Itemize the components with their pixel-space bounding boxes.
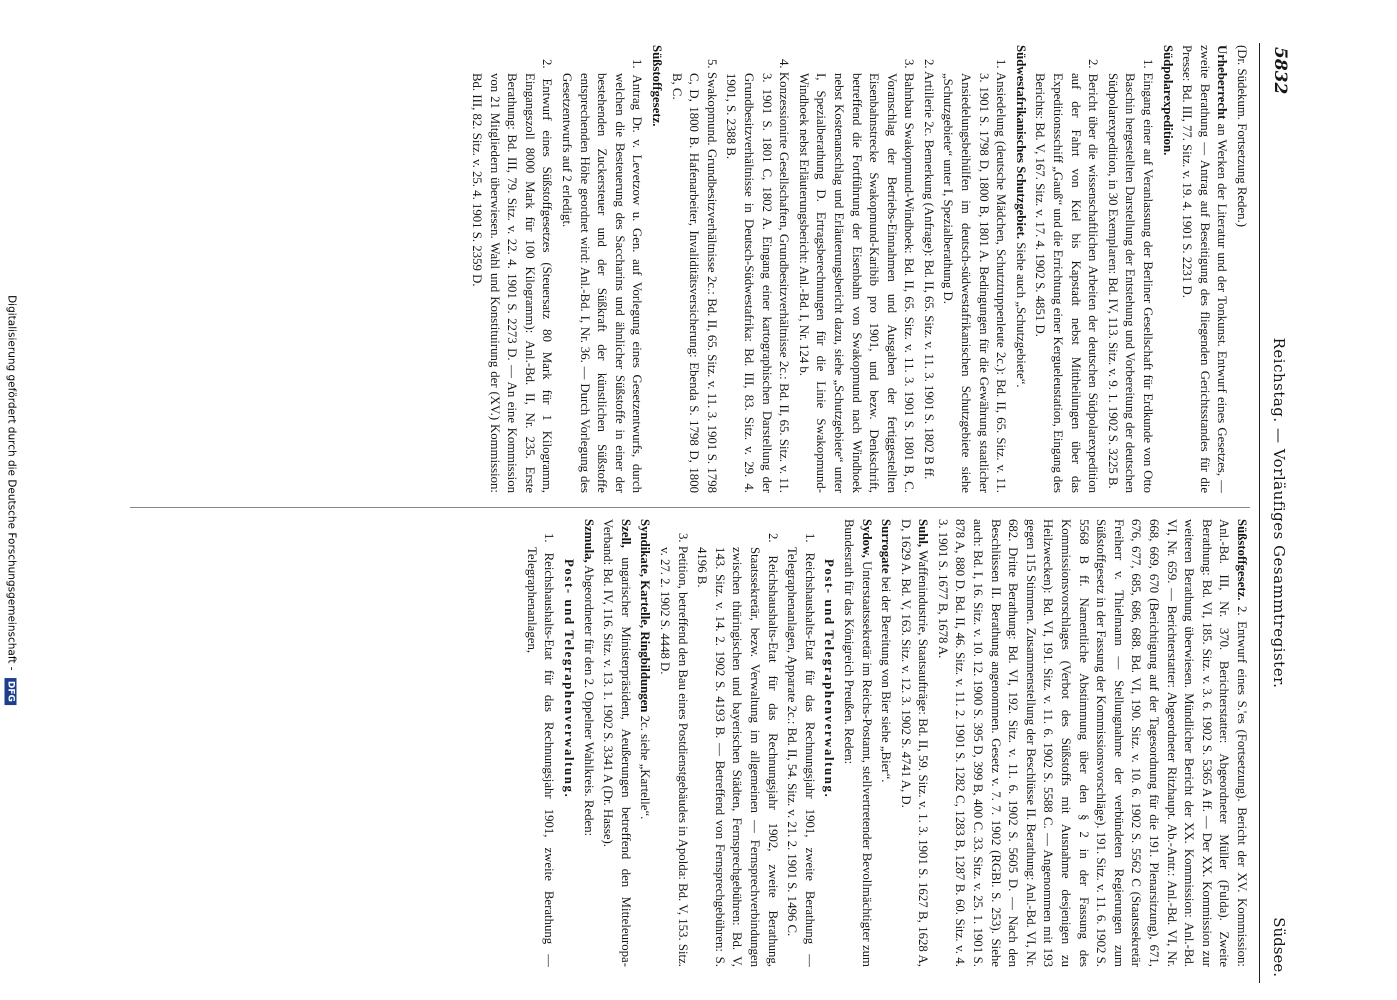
- subsection-heading: Post- und Telegraphenverwaltung.: [822, 559, 837, 799]
- entry-keyword: Urheberrecht: [1215, 45, 1230, 120]
- dfg-logo: DFG: [5, 678, 17, 705]
- entry-text: Unterstaatssekretär im Reichs-Postamt, stellvertretender Bevollmächtigter zum Bundesrath für das Königreich Preußen. Reden:: [841, 519, 874, 967]
- index-entry: [636, 519, 654, 967]
- index-entry: [877, 519, 895, 967]
- entry-text: ungarischer Ministerpräsident, Aeußerungen betreffend den Mitteleuropa-Verband: Bd. IV, 116. Sitz. v. 13. 1. 1902 S. 3341 A (Dr. Hasse).: [601, 519, 633, 967]
- left-column: [130, 45, 1250, 493]
- entry-text: bei der Bereitung von Bier siehe „Bier“.: [879, 573, 894, 783]
- section-heading: Südpolarexpedition.: [1160, 45, 1175, 156]
- numbered-subentry: 3. Petition, betreffend den Bau eines Postdienstgebäudes in Apolda: Bd. V, 153. Sitz. v. 27. 2. 1902 S. 4448 D.: [658, 533, 690, 967]
- entry-text: Waffenindustrie, Staatsaufträge: Bd. II, 59. Sitz. v. 1. 3. 1901 S. 1627 B, 1628 A, D, 1629 A. Bd. V, 163. Sitz. v. 12. 3. 1902 S. 4741 A, D.: [898, 519, 931, 967]
- numbered-subentry: 1. Antrag Dr. v. Levetzow u. Gen. auf Vorlegung eines Gesetzentwurfs, durch welchen die Besteuerung des Saccharins und ähnlicher Süßstoffe in einer der bestehenden Zuckersteuer und der Süßkraft der künstlichen Süßstoffe entsprechenden Höhe geordnet wird: Anl.-Bd. I, Nr. 36. — Durch Vorlegung des Gesetzentwurfs auf 2 erledigt.: [560, 59, 645, 493]
- section-catchword: Südsee.: [1270, 917, 1288, 977]
- entry-keyword: Szmula,: [581, 519, 596, 563]
- numbered-subentry: 4. Konzessionirte Gesellschaften, Grundbesitzverhältnisse 2c.: Bd. II, 65. Sitz. v. 11. 3. 1901 S. 1801 C, 1802 A. Eingang einer kartographischen Darstellung der Grundbesitzverhältnisse in Deutsch-Südwestafrika: Bd. III, 83. Sitz. v. 29. 4. 1901, S. 2388 B.: [724, 59, 792, 493]
- entry-keyword: Surrogate: [879, 519, 894, 574]
- entry-keyword: Syndikate, Kartelle, Ringbildungen: [638, 519, 653, 713]
- entry-keyword: Süßstoffgesetz.: [1235, 519, 1249, 601]
- numbered-subentry: 2. Artillerie 2c. Bemerkung (Anfrage): Bd. II, 65. Sitz. v. 11. 3. 1901 S. 1802 B ff.: [921, 59, 936, 480]
- entry-text: Abgeordneter für den 2. Oppelner Wahlkreis. Reden:: [581, 562, 596, 837]
- page-number: 5832: [1270, 47, 1290, 95]
- entry-keyword: Südwestafrikanisches Schutzgebiet.: [1013, 45, 1028, 240]
- index-entry: [839, 519, 874, 967]
- entry-text: Siehe auch „Schutzgebiete“.: [1013, 239, 1028, 388]
- numbered-subentry: 1. Reichshaushalts-Etat für das Rechnungsjahr 1901, zweite Berathung — Telegraphenanlagen,: [524, 533, 557, 967]
- entry-keyword: Suhl,: [916, 519, 931, 548]
- numbered-subentry: 5. Swakopmund. Grundbesitzverhältnisse 2c.: Bd. II, 65. Sitz. v. 11. 3. 1901 S. 1798 C, D, 1800 B. Hafenarbeiter, Invaliditätsversicherung: Ebenda S. 1798 D, 1800 B, C.: [669, 59, 719, 493]
- numbered-subentry: 2. Entwurf eines Süßstoffgesetzes (Steuersatz 80 Mark für 1 Kilogramm, Eingangszoll 8000 Mark für 100 Kilogramm): Anl.-Bd. II, Nr. 235. Erste Berathung: Bd. III, 79. Sitz. v. 22. 4. 1901 S. 2273 D. — An eine Kommission von 21 Mitgliedern überwiesen. Wahl und Konstituirung der (XV.) Kommission: Bd. III, 82. Sitz. v. 25. 4. 1901 S. 2359 D.: [470, 59, 555, 493]
- right-column: [130, 519, 1250, 967]
- numbered-subentry: 1. Reichshaushalts-Etat für das Rechnungsjahr 1901, zweite Berathung — Telegraphenanlagen, Apparate 2c.: Bd. II, 54. Sitz. v. 21. 2. 1901 S. 1496 C.: [785, 533, 817, 967]
- entry-text: 2c. siehe „Kartelle“.: [638, 712, 653, 820]
- numbered-subentry: 3. Bahnbau Swakopmund-Windhoek: Bd. II, 65. Sitz. v. 11. 3. 1901 S. 1801 B, C. Voranschlag der Betriebs-Einnahmen und Ausgaben der fertiggestellten Eisenbahnstrecke Swakopmund-Karibib pro 1901, und bezw. Denkschrift, betreffend die Fortführung der Eisenbahn von Swakopmund nach Windhoek nebst Kostenanschlag und Erläuterungsbericht dazu, siehe „Schutzgebiete“ unter I, Spezialberathung D. Ertragsberechnungen für die Linie Swakopmund-Windhoek nebst Erläuterungsbericht: Anl.-Bd. I, Nr. 124 b.: [796, 59, 917, 493]
- index-entry: [1178, 45, 1231, 493]
- index-entry: [579, 519, 597, 967]
- entry-text: an Werken der Literatur und der Tonkunst. Entwurf eines Gesetzes, — zweite Berathung — Antrag auf Beseitigung des fliegenden Gerichtsstandes für die Presse: Bd. III, 77. Sitz. v. 19. 4. 1901 S. 2231 D.: [1180, 45, 1230, 493]
- entry-keyword: Sydow,: [859, 519, 874, 558]
- column-divider: [130, 507, 1250, 508]
- index-entry: [933, 519, 1250, 967]
- numbered-subentry: 2. Bericht über die wissenschaftlichen Arbeiten der deutschen Südpolarexpedition auf der Fahrt von Kiel bis Kapstadt nebst Mittheilungen über das Expeditionsschiff „Gauß“ und die Errichtung einer Kergueleustation, Eingang des Berichts: Bd. V, 167. Sitz. v. 17. 4. 1902 S. 4851 D.: [1033, 59, 1101, 493]
- credit-text: Digitalisierung gefördert durch die Deutsche Forschungsgemeinschaft -: [5, 295, 18, 671]
- page-header: [1259, 43, 1300, 983]
- digitization-credit: [2, 0, 20, 1000]
- numbered-subentry: 2. Reichshaushalts-Etat für das Rechnungsjahr 1902, zweite Berathung, Staatssekretär, bezw. Verwaltung im allgemeinen — Fernsprechverbindungen zwischen thüringischen und bayerischen Städten, Fernsprechgebühren: Bd. V, 143. Sitz. v. 14. 2. 1902 S. 4193 B. — Betreffend von Fernsprechgebühren: S. 4196 B.: [695, 533, 780, 967]
- scanned-page: [110, 43, 1300, 983]
- index-entry: [1011, 45, 1029, 493]
- numbered-subentry: 1. Ansiedelung (deutsche Mädchen, Schutztruppenleute 2c.): Bd. II, 65. Sitz. v. 11. 3. 1901 S. 1798 D, 1800 B, 1801 A. Bedingungen für die Gewährung staatlicher Ansiedelungsbeihülfen im deutsch-südwestafrikanischen Schutzgebiete siehe „Schutzgebiete“ unter I, Spezialberathung D.: [941, 59, 1009, 493]
- entry-text: 2. Entwurf eines S.'es (Fortsetzung). Bericht der XV. Kommission: Anl.-Bd. III, Nr. 370. Berichterstatter: Abgeordneter Müller (Fulda). Zweite Berathung: Bd. VI, 185. Sitz. v. 3. 6. 1902 S. 5365 A ff. — Der XX. Kommission zur weiteren Berathung überwiesen. Mündlicher Bericht der XX. Kommission: Anl.-Bd. VI, Nr. 659. — Berichterstatter: Abgeordneter Ritzhaupt. Ab.-Antr.: Anl.-Bd. VI, Nr. 668, 669, 670 (Berichtigung auf der Tagesordnung für die 191. Plenarsitzung), 671, 676, 677, 685, 686, 688. Bd. VI, 190. Sitz. v. 10. 6. 1902 S. 5562 C (Staatssekretär Freiherr v. Thielmann — Stellungnahme der verbündeten Regierungen zum Süßstoffgesetz in der Fassung der Kommissionsvorschläge). 191. Sitz. v. 11. 6. 1902 S. 5568 B ff. Namentliche Abstimmung über den § 2 in der Fassung des Kommissionsvorschlages (Verbot des Süßstoffs mit Ausnahme desjenigen zu Heilzwecken): Bd. VI, 191. Sitz. v. 11. 6. 1902 S. 5588 C. — Angenommen mit 193 gegen 115 Stimmen. Zusammenstellung der Beschlüsse II. Berathung: Anl.-Bd. VI, Nr. 682. Dritte Berathung: Bd. VI, 192. Sitz. v. 11. 6. 1902 S. 5605 D. — Nach den Beschlüssen II. Berathung angenommen. Gesetz v. 7. 7. 1902 (RGBl. S. 253). Siehe auch: Bd. I, 16. Sitz. v. 10. 12. 1900 S. 395 D, 399 B, 400 C. 33. Sitz. v. 25. 1. 1901 S. 878 A, 880 D. Bd. II, 46. Sitz. v. 11. 2. 1901 S. 1282 C, 1283 B, 1287 B. 60. Sitz. v. 4. 3. 1901 S. 1677 B, 1678 A.: [935, 519, 1249, 967]
- index-entry: [599, 519, 634, 967]
- section-heading: Süßstoffgesetz.: [650, 45, 664, 127]
- subsection-heading: Post- und Telegraphenverwaltung.: [562, 559, 577, 799]
- index-entry: [896, 519, 931, 967]
- continuation-line: (Dr. Südekum. Fortsetzung Reden.): [1235, 45, 1249, 227]
- numbered-subentry: 1. Eingang einer auf Veranlassung der Berliner Gesellschaft für Erdkunde von Otto Baschin hergestellten Darstellung der Entstehung und Vorbereitung der deutschen Südpolarexpedition, in 30 Exemplaren: Bd. IV, 113. Sitz. v. 9. 1. 1902 S. 3225 B.: [1105, 59, 1156, 493]
- entry-keyword: Szell,: [618, 519, 633, 548]
- running-title: Reichstag. — Vorläufiges Gesammtregister.: [1270, 337, 1288, 689]
